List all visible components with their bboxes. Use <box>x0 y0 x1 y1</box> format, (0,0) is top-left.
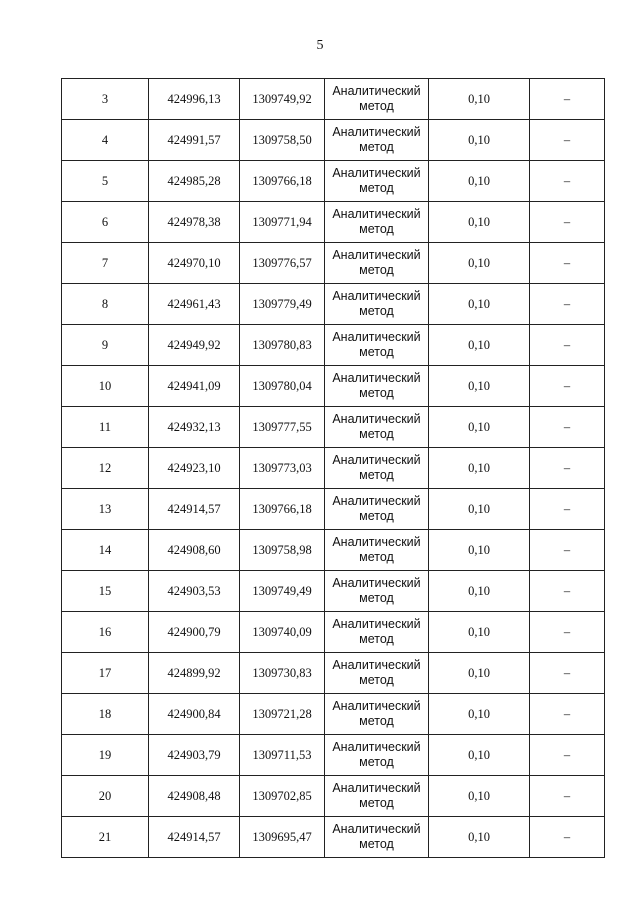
method-line-2: метод <box>359 99 394 113</box>
accuracy-cell: 0,10 <box>429 817 530 858</box>
method-line-1: Аналитический <box>332 822 421 836</box>
point-number-cell: 3 <box>62 79 149 120</box>
method-line-2: метод <box>359 222 394 236</box>
method-line-2: метод <box>359 796 394 810</box>
method-line-2: метод <box>359 755 394 769</box>
method-line-1: Аналитический <box>332 371 421 385</box>
method-line-1: Аналитический <box>332 453 421 467</box>
method-cell <box>325 653 429 694</box>
method-line-1: Аналитический <box>332 576 421 590</box>
x-coordinate-cell: 424932,13 <box>149 407 240 448</box>
note-cell: – <box>530 243 605 284</box>
accuracy-cell: 0,10 <box>429 407 530 448</box>
y-coordinate-cell: 1309779,49 <box>240 284 325 325</box>
method-cell <box>325 776 429 817</box>
coordinates-table <box>61 78 605 858</box>
table-row <box>62 325 605 366</box>
accuracy-cell: 0,10 <box>429 489 530 530</box>
method-line-1: Аналитический <box>332 699 421 713</box>
point-number-cell: 9 <box>62 325 149 366</box>
table-row <box>62 776 605 817</box>
accuracy-cell: 0,10 <box>429 612 530 653</box>
accuracy-cell: 0,10 <box>429 79 530 120</box>
y-coordinate-cell: 1309773,03 <box>240 448 325 489</box>
y-coordinate-cell: 1309721,28 <box>240 694 325 735</box>
x-coordinate-cell: 424914,57 <box>149 489 240 530</box>
accuracy-cell: 0,10 <box>429 120 530 161</box>
table-row <box>62 817 605 858</box>
method-line-1: Аналитический <box>332 535 421 549</box>
x-coordinate-cell: 424923,10 <box>149 448 240 489</box>
method-cell <box>325 284 429 325</box>
method-line-2: метод <box>359 427 394 441</box>
method-line-2: метод <box>359 304 394 318</box>
method-line-1: Аналитический <box>332 781 421 795</box>
point-number-cell: 10 <box>62 366 149 407</box>
note-cell: – <box>530 489 605 530</box>
method-line-2: метод <box>359 714 394 728</box>
method-cell <box>325 448 429 489</box>
point-number-cell: 18 <box>62 694 149 735</box>
note-cell: – <box>530 284 605 325</box>
note-cell: – <box>530 202 605 243</box>
table-row <box>62 284 605 325</box>
method-line-2: метод <box>359 345 394 359</box>
method-line-1: Аналитический <box>332 248 421 262</box>
note-cell: – <box>530 325 605 366</box>
accuracy-cell: 0,10 <box>429 284 530 325</box>
note-cell: – <box>530 79 605 120</box>
y-coordinate-cell: 1309780,04 <box>240 366 325 407</box>
method-line-2: метод <box>359 386 394 400</box>
method-cell <box>325 530 429 571</box>
method-cell <box>325 202 429 243</box>
point-number-cell: 21 <box>62 817 149 858</box>
y-coordinate-cell: 1309766,18 <box>240 489 325 530</box>
accuracy-cell: 0,10 <box>429 653 530 694</box>
method-cell <box>325 694 429 735</box>
method-cell <box>325 79 429 120</box>
note-cell: – <box>530 653 605 694</box>
method-line-2: метод <box>359 673 394 687</box>
x-coordinate-cell: 424900,84 <box>149 694 240 735</box>
note-cell: – <box>530 776 605 817</box>
x-coordinate-cell: 424985,28 <box>149 161 240 202</box>
table-row <box>62 448 605 489</box>
method-line-2: метод <box>359 468 394 482</box>
table-row <box>62 530 605 571</box>
note-cell: – <box>530 407 605 448</box>
y-coordinate-cell: 1309766,18 <box>240 161 325 202</box>
note-cell: – <box>530 366 605 407</box>
method-line-2: метод <box>359 509 394 523</box>
table-row <box>62 407 605 448</box>
y-coordinate-cell: 1309771,94 <box>240 202 325 243</box>
table-row <box>62 694 605 735</box>
y-coordinate-cell: 1309711,53 <box>240 735 325 776</box>
point-number-cell: 15 <box>62 571 149 612</box>
method-line-1: Аналитический <box>332 494 421 508</box>
y-coordinate-cell: 1309758,50 <box>240 120 325 161</box>
table-row <box>62 489 605 530</box>
accuracy-cell: 0,10 <box>429 571 530 612</box>
method-line-1: Аналитический <box>332 617 421 631</box>
accuracy-cell: 0,10 <box>429 776 530 817</box>
point-number-cell: 16 <box>62 612 149 653</box>
table-row <box>62 612 605 653</box>
method-cell <box>325 407 429 448</box>
y-coordinate-cell: 1309749,49 <box>240 571 325 612</box>
method-line-2: метод <box>359 550 394 564</box>
method-line-1: Аналитический <box>332 84 421 98</box>
note-cell: – <box>530 448 605 489</box>
method-line-1: Аналитический <box>332 330 421 344</box>
method-line-2: метод <box>359 181 394 195</box>
note-cell: – <box>530 120 605 161</box>
note-cell: – <box>530 612 605 653</box>
method-cell <box>325 571 429 612</box>
method-cell <box>325 612 429 653</box>
note-cell: – <box>530 817 605 858</box>
point-number-cell: 14 <box>62 530 149 571</box>
y-coordinate-cell: 1309730,83 <box>240 653 325 694</box>
x-coordinate-cell: 424961,43 <box>149 284 240 325</box>
point-number-cell: 19 <box>62 735 149 776</box>
table-row <box>62 243 605 284</box>
point-number-cell: 8 <box>62 284 149 325</box>
note-cell: – <box>530 530 605 571</box>
method-line-2: метод <box>359 591 394 605</box>
x-coordinate-cell: 424991,57 <box>149 120 240 161</box>
method-line-1: Аналитический <box>332 289 421 303</box>
y-coordinate-cell: 1309740,09 <box>240 612 325 653</box>
coordinates-table-body <box>62 79 605 858</box>
method-cell <box>325 325 429 366</box>
note-cell: – <box>530 735 605 776</box>
table-row <box>62 202 605 243</box>
point-number-cell: 11 <box>62 407 149 448</box>
accuracy-cell: 0,10 <box>429 243 530 284</box>
table-row <box>62 79 605 120</box>
method-cell <box>325 161 429 202</box>
method-line-1: Аналитический <box>332 166 421 180</box>
method-line-2: метод <box>359 837 394 851</box>
y-coordinate-cell: 1309780,83 <box>240 325 325 366</box>
x-coordinate-cell: 424903,79 <box>149 735 240 776</box>
point-number-cell: 17 <box>62 653 149 694</box>
accuracy-cell: 0,10 <box>429 448 530 489</box>
y-coordinate-cell: 1309702,85 <box>240 776 325 817</box>
note-cell: – <box>530 161 605 202</box>
point-number-cell: 7 <box>62 243 149 284</box>
accuracy-cell: 0,10 <box>429 325 530 366</box>
method-line-1: Аналитический <box>332 412 421 426</box>
x-coordinate-cell: 424914,57 <box>149 817 240 858</box>
table-row <box>62 120 605 161</box>
method-cell <box>325 366 429 407</box>
accuracy-cell: 0,10 <box>429 694 530 735</box>
x-coordinate-cell: 424903,53 <box>149 571 240 612</box>
note-cell: – <box>530 694 605 735</box>
x-coordinate-cell: 424908,60 <box>149 530 240 571</box>
y-coordinate-cell: 1309749,92 <box>240 79 325 120</box>
method-line-1: Аналитический <box>332 207 421 221</box>
x-coordinate-cell: 424908,48 <box>149 776 240 817</box>
method-cell <box>325 489 429 530</box>
table-row <box>62 366 605 407</box>
method-cell <box>325 817 429 858</box>
y-coordinate-cell: 1309695,47 <box>240 817 325 858</box>
point-number-cell: 4 <box>62 120 149 161</box>
x-coordinate-cell: 424949,92 <box>149 325 240 366</box>
table-row <box>62 571 605 612</box>
method-cell <box>325 243 429 284</box>
y-coordinate-cell: 1309776,57 <box>240 243 325 284</box>
y-coordinate-cell: 1309758,98 <box>240 530 325 571</box>
x-coordinate-cell: 424996,13 <box>149 79 240 120</box>
x-coordinate-cell: 424970,10 <box>149 243 240 284</box>
method-cell <box>325 735 429 776</box>
x-coordinate-cell: 424978,38 <box>149 202 240 243</box>
y-coordinate-cell: 1309777,55 <box>240 407 325 448</box>
point-number-cell: 6 <box>62 202 149 243</box>
accuracy-cell: 0,10 <box>429 366 530 407</box>
x-coordinate-cell: 424899,92 <box>149 653 240 694</box>
accuracy-cell: 0,10 <box>429 202 530 243</box>
table-row <box>62 653 605 694</box>
method-line-2: метод <box>359 263 394 277</box>
x-coordinate-cell: 424900,79 <box>149 612 240 653</box>
point-number-cell: 20 <box>62 776 149 817</box>
method-line-1: Аналитический <box>332 125 421 139</box>
x-coordinate-cell: 424941,09 <box>149 366 240 407</box>
accuracy-cell: 0,10 <box>429 735 530 776</box>
method-line-2: метод <box>359 140 394 154</box>
table-row <box>62 735 605 776</box>
point-number-cell: 13 <box>62 489 149 530</box>
note-cell: – <box>530 571 605 612</box>
method-cell <box>325 120 429 161</box>
method-line-2: метод <box>359 632 394 646</box>
point-number-cell: 5 <box>62 161 149 202</box>
method-line-1: Аналитический <box>332 658 421 672</box>
page-number: 5 <box>316 38 324 53</box>
table-row <box>62 161 605 202</box>
method-line-1: Аналитический <box>332 740 421 754</box>
accuracy-cell: 0,10 <box>429 161 530 202</box>
accuracy-cell: 0,10 <box>429 530 530 571</box>
point-number-cell: 12 <box>62 448 149 489</box>
